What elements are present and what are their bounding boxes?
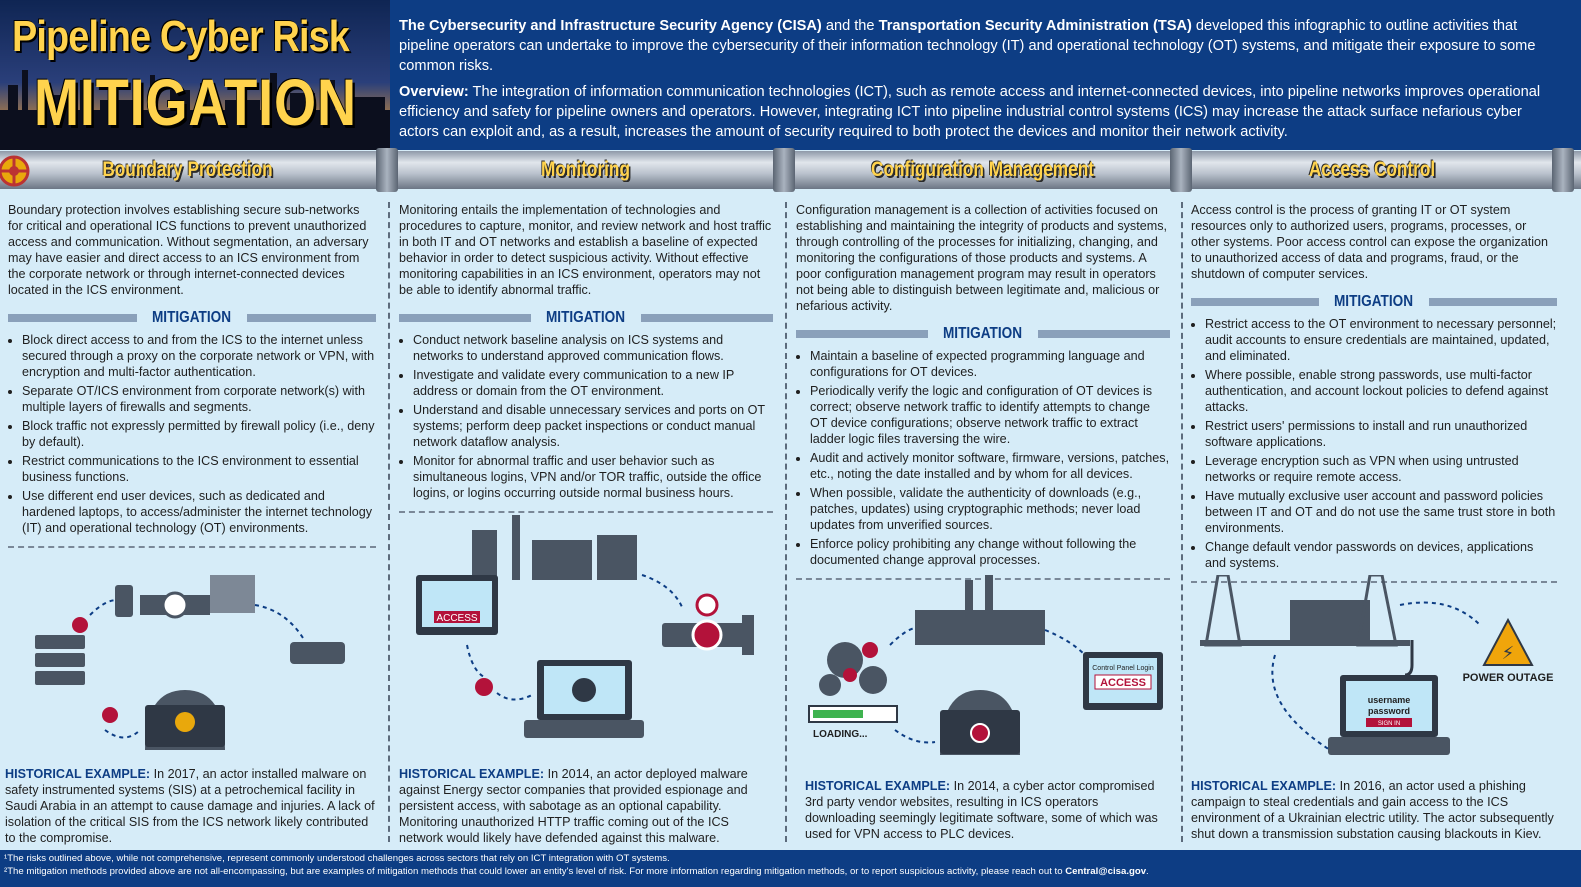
pipe-joint [376, 148, 398, 192]
historical-text: In 2014, an actor deployed malware against Energy sector companies that provided espionage and persistent access, with sabotage as an optional capability. Monitoring unauthorized HTTP traffic coming out of the ICS network would likely have defended against this malware. [399, 767, 748, 845]
historical-label: HISTORICAL EXAMPLE: [1191, 779, 1337, 793]
list-item: • Have mutually exclusive user account and password policies between IT and OT and do not use the same trust store in both environments. [1205, 488, 1557, 536]
loading-text: LOADING... [813, 729, 868, 740]
section-title-boundary: Boundary Protection [102, 158, 273, 181]
list-item: • Change default vendor passwords on devices, applications and systems. [1205, 539, 1557, 571]
monitoring-illustration [412, 515, 767, 745]
dashed-divider [399, 511, 773, 513]
list-item: • Restrict access to the OT environment to necessary personnel; audit accounts to ensure credentials are maintained, updated, and eliminated. [1205, 316, 1557, 364]
historical-example-boundary [5, 766, 377, 846]
list-item: • Leverage encryption such as VPN when using untrusted networks or require remote access. [1205, 453, 1557, 485]
password-text: password [1367, 706, 1411, 716]
historical-example-monitoring [399, 766, 773, 846]
footnote-2-end: . [1146, 866, 1149, 877]
mitigation-list [399, 332, 773, 501]
list-item: • When possible, validate the authenticity of downloads (e.g., patches, updates) using cryptographic methods; never load updates from unverified sources. [810, 485, 1170, 533]
list-item: • Understand and disable unnecessary services and ports on OT systems; perform deep packet inspections or conduct manual network dataflow analysis. [413, 402, 773, 450]
column-monitoring [399, 202, 773, 513]
list-item: • Enforce policy prohibiting any change without following the documented change approval processes. [810, 536, 1170, 568]
pipe-joint [1170, 148, 1192, 192]
intro-p1-rest: developed this infographic to outline activities that pipeline operators can undertake to improve the cybersecurity of their information technology (IT) and operational technology (OT) systems, and mitigate their exposure to some common risks. [399, 18, 1536, 74]
list-item: • Restrict communications to the ICS environment to essential business functions. [22, 453, 376, 485]
overview-text: The integration of information communication technologies (ICT), such as remote access and internet-connected devices, into pipeline networks improves operational efficiency and safety for pipeline owners and operators. However, integrating ICT into pipeline industrial control systems (ICS) may increase the attack surface nefarious cyber actors can exploit and, as a result, increases the amount of security required to both protect the devices and monitor their network activity. [399, 84, 1541, 140]
historical-label: HISTORICAL EXAMPLE: [5, 767, 151, 781]
mitigation-list [1191, 316, 1557, 571]
list-item: • Periodically verify the logic and configuration of OT devices is correct; observe network traffic to identify attempts to change OT device configurations; observe network traffic to extract ladder logic files traversing the wire. [810, 383, 1170, 447]
access-illustration [1200, 575, 1555, 765]
column-access-control [1191, 202, 1557, 583]
historical-label: HISTORICAL EXAMPLE: [399, 767, 545, 781]
historical-label: HISTORICAL EXAMPLE: [805, 779, 951, 793]
mitigation-label: MITIGATION [152, 309, 232, 326]
list-item: • Audit and actively monitor software, firmware, versions, patches, etc., noting the date installed and by whom for all devices. [810, 450, 1170, 482]
column-boundary-protection [8, 202, 376, 548]
historical-example-access [1191, 778, 1557, 842]
signin-text: SIGN IN [1377, 721, 1401, 727]
power-outage-text: POWER OUTAGE [1462, 672, 1554, 684]
historical-example-configuration [805, 778, 1167, 842]
access-text: ACCESS [1100, 677, 1146, 689]
column-divider [388, 202, 390, 842]
username-text: username [1367, 695, 1411, 705]
mitigation-label: MITIGATION [943, 325, 1023, 342]
list-item: • Conduct network baseline analysis on ICS systems and networks to understand approved communication flows. [413, 332, 773, 364]
hero-title-line2: MITIGATION [34, 65, 357, 139]
mitigation-label: MITIGATION [1334, 293, 1414, 310]
list-item: • Investigate and validate every communication to a new IP address or domain from the OT environment. [413, 367, 773, 399]
configuration-illustration [805, 570, 1170, 760]
contact-email-link[interactable]: Central@cisa.gov [1065, 866, 1147, 877]
intro-text [399, 16, 1559, 148]
list-item: • Monitor for abnormal traffic and user behavior such as simultaneous logins, VPN and/or TOR traffic, outside the office logins, or logins occurring outside normal business hours. [413, 453, 773, 501]
list-item: • Separate OT/ICS environment from corporate network(s) with multiple layers of firewalls and segments. [22, 383, 376, 415]
agency-tsa: Transportation Security Administration (TSA) [878, 18, 1192, 34]
access-text: ACCESS [436, 613, 478, 624]
pipe-joint [773, 148, 795, 192]
section-title-configuration: Configuration Management [871, 158, 1094, 181]
section-description: Access control is the process of granting IT or OT system resources only to authorized users, programs, processes, or other systems. Poor access control can expose the organization to unauthorized access of data and programs, fraud, or the shutdown of computer services. [1191, 203, 1549, 281]
pipe-joint [1552, 148, 1574, 192]
hero-image [0, 0, 390, 150]
section-description: Boundary protection involves establishing secure sub-networks for critical and operational ICS functions to prevent unauthorized access and communication. Without segmentation, an adversary may have easier and direct access to an ICS environment from the corporate network or through internet-connected devices located in the ICS environment. [8, 203, 369, 297]
footer-notes [0, 850, 1581, 887]
mitigation-label: MITIGATION [546, 309, 626, 326]
section-title-monitoring: Monitoring [541, 158, 630, 181]
agency-cisa: The Cybersecurity and Infrastructure Security Agency (CISA) [399, 18, 822, 34]
column-divider [785, 202, 787, 842]
intro-paragraph-1 [399, 16, 1559, 76]
column-configuration-management [796, 202, 1170, 580]
section-description: Configuration management is a collection of activities focused on establishing and maintaining the integrity of products and systems, through controlling of the processes for initializing, changing, and monitoring the configurations of those products and systems. A poor configuration management program may result in operators not being able to distinguish between legitimate and, malicious or nefarious activity. [796, 203, 1168, 313]
list-item: • Use different end user devices, such as dedicated and hardened laptops, to access/administer the internet technology (IT) and operational technology (OT) environments. [22, 488, 376, 536]
intro-paragraph-2 [399, 82, 1559, 142]
historical-text: In 2016, an actor used a phishing campaign to steal credentials and gain access to the ICS environment of a Ukrainian electric utility. The actor subsequently shut down a transmission substation causing blackouts in Kiev. [1191, 779, 1554, 841]
boundary-illustration [25, 560, 365, 755]
mitigation-list [8, 332, 376, 536]
column-divider [1181, 202, 1183, 842]
section-description: Monitoring entails the implementation of technologies and procedures to capture, monitor, and review network and host traffic in both IT and OT networks and establish a baseline of expected behavior in order to detect suspicious activity. Without effective monitoring capabilities in an ICS environment, operators may not be able to identify abnormal traffic. [399, 203, 772, 297]
control-panel-login-text: Control Panel Login [1092, 665, 1154, 672]
lightning-icon: ⚡ [1501, 643, 1515, 664]
historical-text: In 2014, a cyber actor compromised 3rd party vendor websites, resulting in ICS operators downloading seemingly legitimate software, some of which was used for VPN access to PLC devices. [805, 779, 1158, 841]
mitigation-header [399, 310, 773, 326]
historical-text: In 2017, an actor installed malware on safety instrumented systems (SIS) at a petrochemical facility in Saudi Arabia in an attempt to cause damage and injuries. A lack of isolation of the critical SIS from the ICS network likely contributed to the compromise. [5, 767, 375, 845]
list-item: • Restrict users' permissions to install and run unauthorized software applications. [1205, 418, 1557, 450]
list-item: • Block direct access to and from the ICS to the internet unless secured through a proxy on the corporate network or VPN, with encryption and multi-factor authentication. [22, 332, 376, 380]
footnote-2 [4, 865, 1577, 878]
list-item: • Block traffic not expressly permitted by firewall policy (i.e., deny by default). [22, 418, 376, 450]
footnote-2-text: ²The mitigation methods provided above are not all-encompassing, but are examples of mitigation methods that could lower an entity's level of risk. For more information regarding mitigation methods, or to report suspicious activity, please reach out to [4, 866, 1066, 877]
mitigation-header [796, 326, 1170, 342]
mitigation-header [8, 310, 376, 326]
mitigation-list [796, 348, 1170, 568]
dashed-divider [8, 546, 376, 548]
section-title-access: Access Control [1308, 158, 1436, 181]
overview-label: Overview: [399, 84, 469, 100]
footnote-1: ¹The risks outlined above, while not comprehensive, represent commonly understood challenges across sectors that rely on ICT integration with OT systems. [4, 853, 670, 864]
mitigation-header [1191, 294, 1557, 310]
intro-and: and the [821, 18, 879, 34]
list-item: • Where possible, enable strong passwords, use multi-factor authentication, and account lockout policies to defend against attacks. [1205, 367, 1557, 415]
hero-title-line1: Pipeline Cyber Risk [12, 12, 349, 61]
list-item: • Maintain a baseline of expected programming language and configurations for OT devices. [810, 348, 1170, 380]
